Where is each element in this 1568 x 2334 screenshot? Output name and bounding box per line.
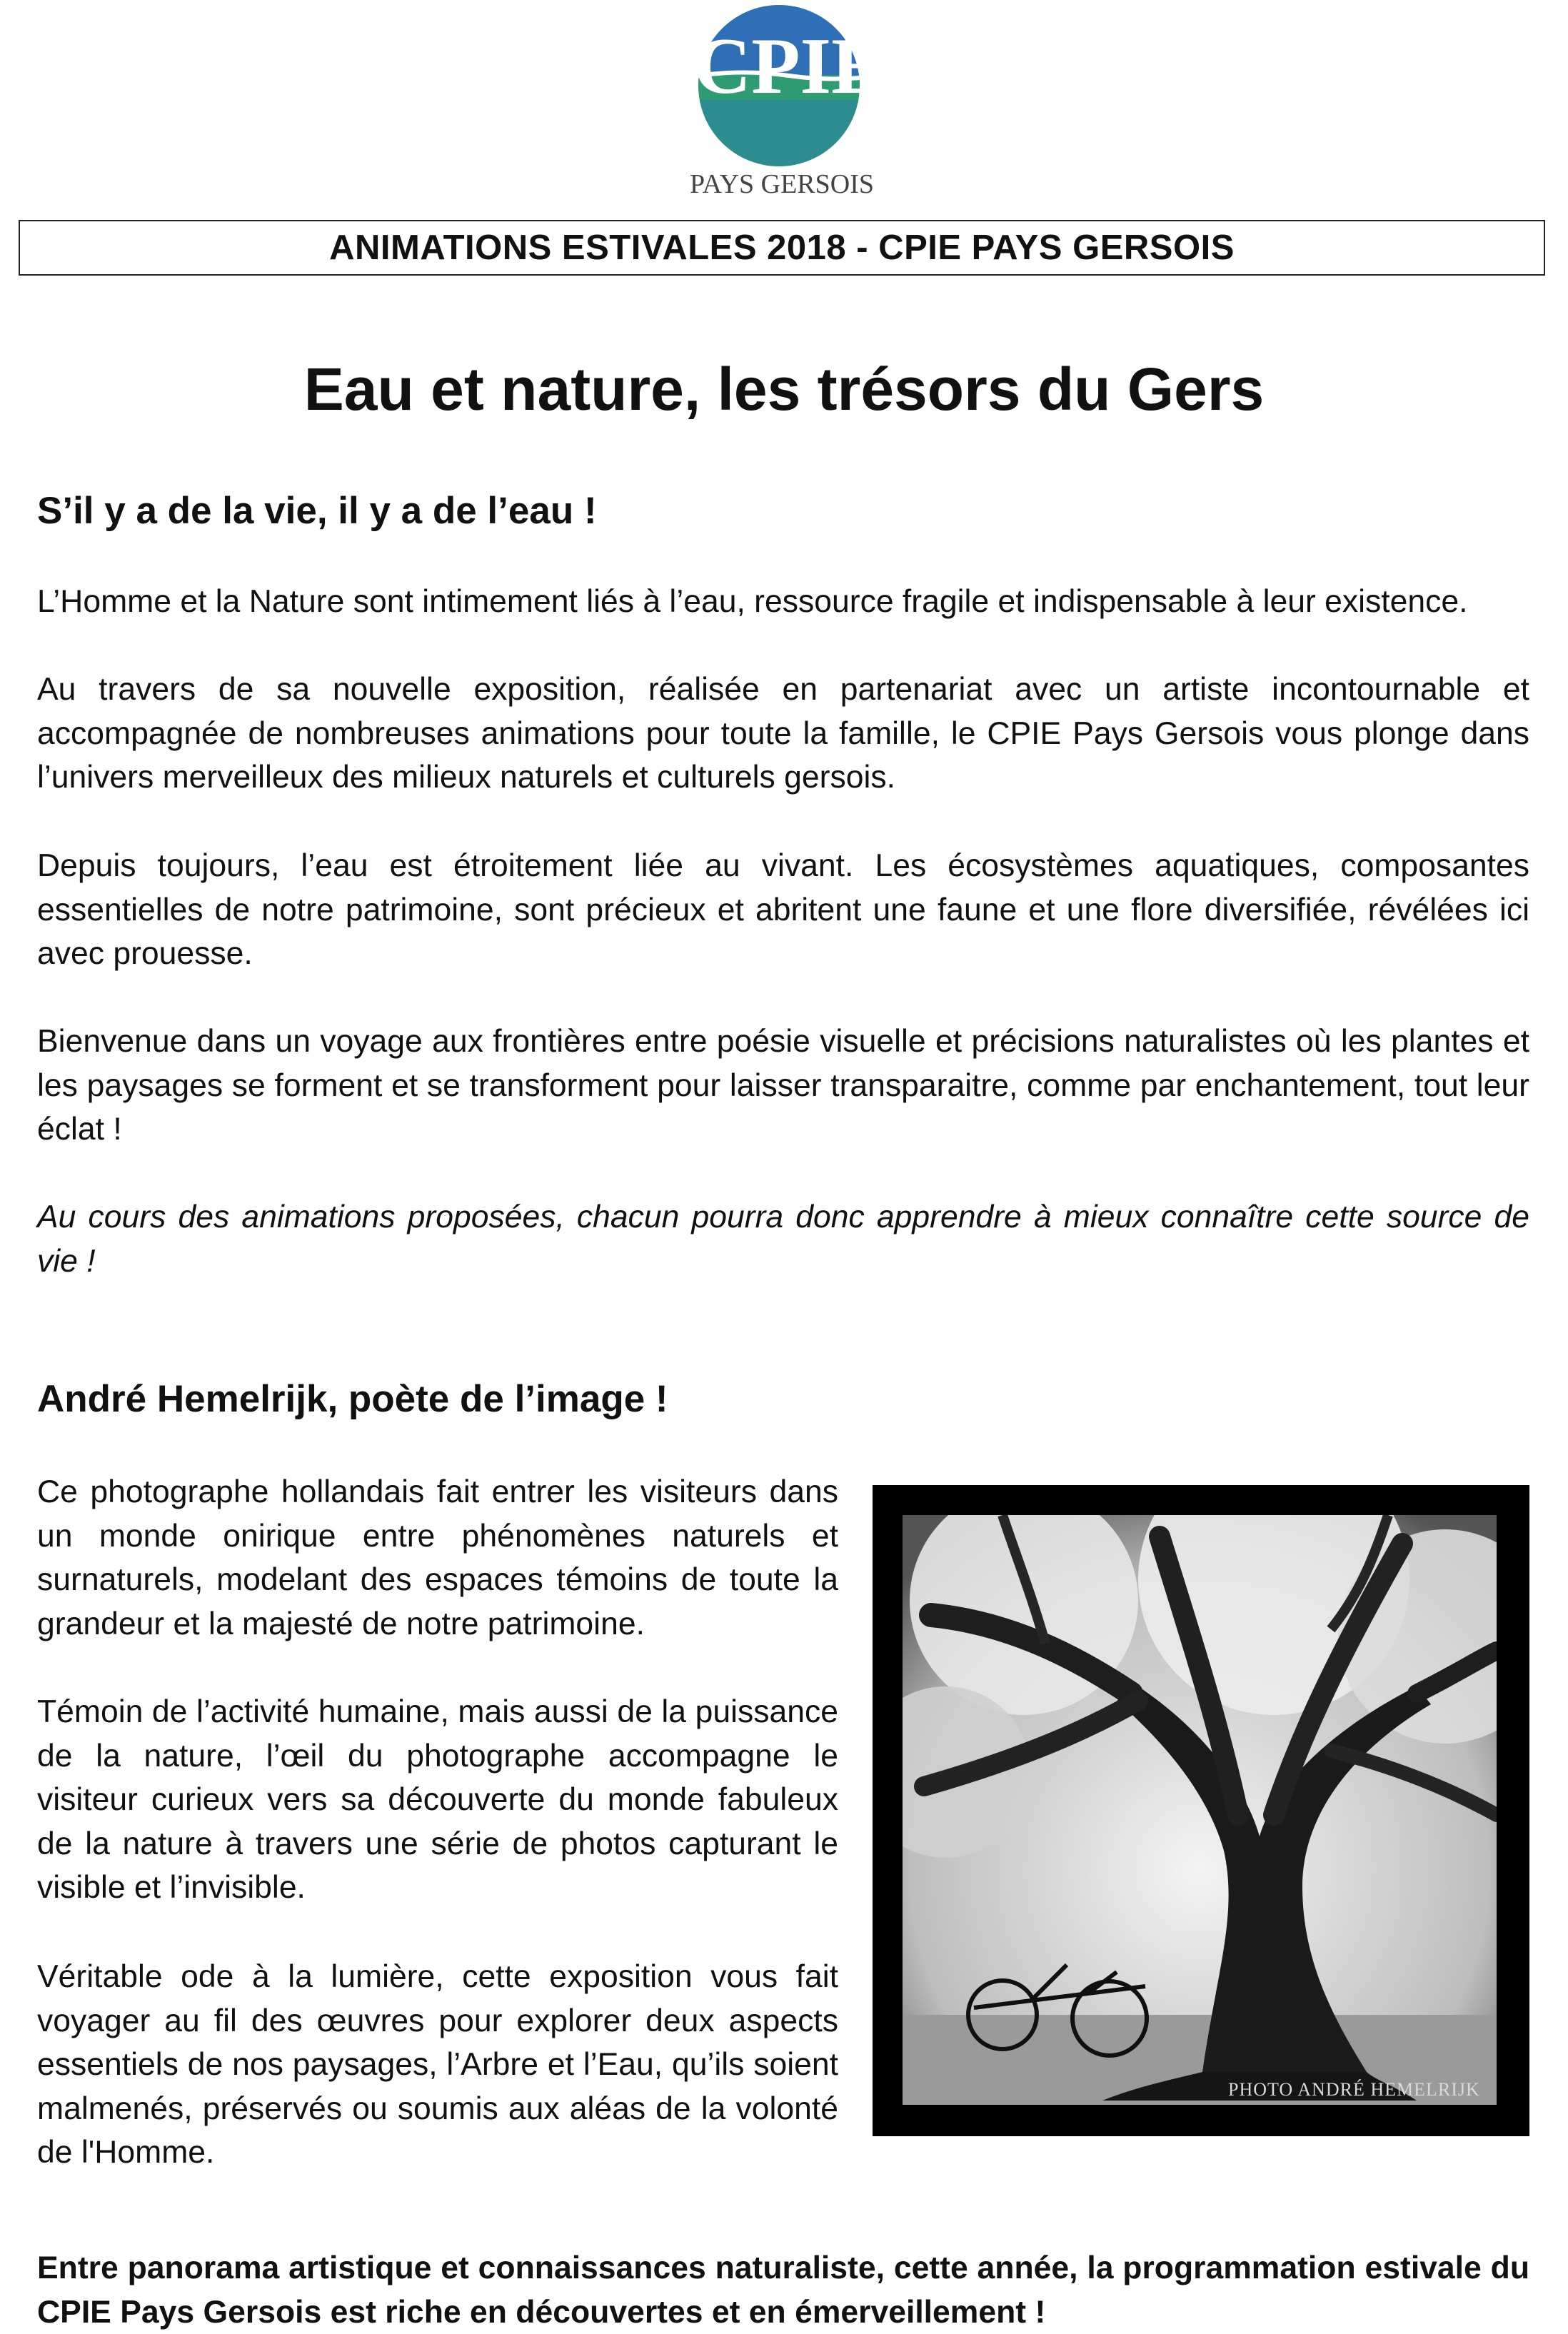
- cpie-logo-mark: [682, 0, 896, 203]
- tree-photo-image: [903, 1515, 1497, 2105]
- section2-heading: André Hemelrijk, poète de l’image !: [37, 1378, 668, 1420]
- section1-heading: S’il y a de la vie, il y a de l’eau !: [37, 490, 597, 532]
- section2-paragraph-3: Véritable ode à la lumière, cette exposition vous fait voyager au fil des œuvres pour explorer deux aspects essentiels de nos paysages, l’Arbre et l’Eau, qu’ils soient malmenés, préservés ou soumis aux aléas de la volonté de l'Homme.: [37, 1959, 838, 2170]
- cpie-logo: [682, 0, 896, 203]
- section1-paragraph-3: Depuis toujours, l’eau est étroitement liée au vivant. Les écosystèmes aquatiques, composantes essentielles de notre patrimoine, sont précieux et abritent une faune et une flore diversifiée, révélées ici avec prouesse.: [37, 848, 1529, 971]
- section2-paragraph-2: Témoin de l’activité humaine, mais aussi de la puissance de la nature, l’œil du photographe accompagne le visiteur curieux vers sa découverte du monde fabuleux de la nature à travers une série de photos capturant le visible et l’invisible.: [37, 1694, 838, 1905]
- section1-paragraph-2: Au travers de sa nouvelle exposition, réalisée en partenariat avec un artiste incontournable et accompagnée de nombreuses animations pour toute la famille, le CPIE Pays Gersois vous plonge dans l’univers merveilleux des milieux naturels et culturels gersois.: [37, 672, 1529, 795]
- tree-photo: [873, 1485, 1529, 2136]
- page-title: Eau et nature, les trésors du Gers: [303, 356, 1265, 423]
- photo-credit: PHOTO ANDRÉ HEMELRIJK: [1228, 2079, 1480, 2100]
- section1-paragraph-4: Bienvenue dans un voyage aux frontières entre poésie visuelle et précisions naturalistes où les plantes et les paysages se forment et se transforment pour laisser transparaitre, comme par enchantement, tout leur éclat !: [37, 1024, 1529, 1147]
- section1-paragraph-5: Au cours des animations proposées, chacun pourra donc apprendre à mieux connaître cette source de vie !: [37, 1199, 1529, 1279]
- banner-text: ANIMATIONS ESTIVALES 2018 - CPIE PAYS GERSOIS: [329, 228, 1235, 267]
- closing-paragraph: Entre panorama artistique et connaissances naturaliste, cette année, la programmation estivale du CPIE Pays Gersois est riche en découvertes et en émerveillement !: [37, 2250, 1529, 2330]
- event-banner: [19, 220, 1545, 276]
- section1-paragraph-1: L’Homme et la Nature sont intimement liés à l’eau, ressource fragile et indispensable à leur existence.: [37, 584, 1468, 619]
- logo-caption: PAYS GERSOIS: [689, 169, 875, 199]
- logo-mark-text: CPIE: [693, 22, 885, 111]
- section2-paragraph-1: Ce photographe hollandais fait entrer les visiteurs dans un monde onirique entre phénomènes naturels et surnaturels, modelant des espaces témoins de toute la grandeur et la majesté de notre patrimoine.: [37, 1474, 838, 1641]
